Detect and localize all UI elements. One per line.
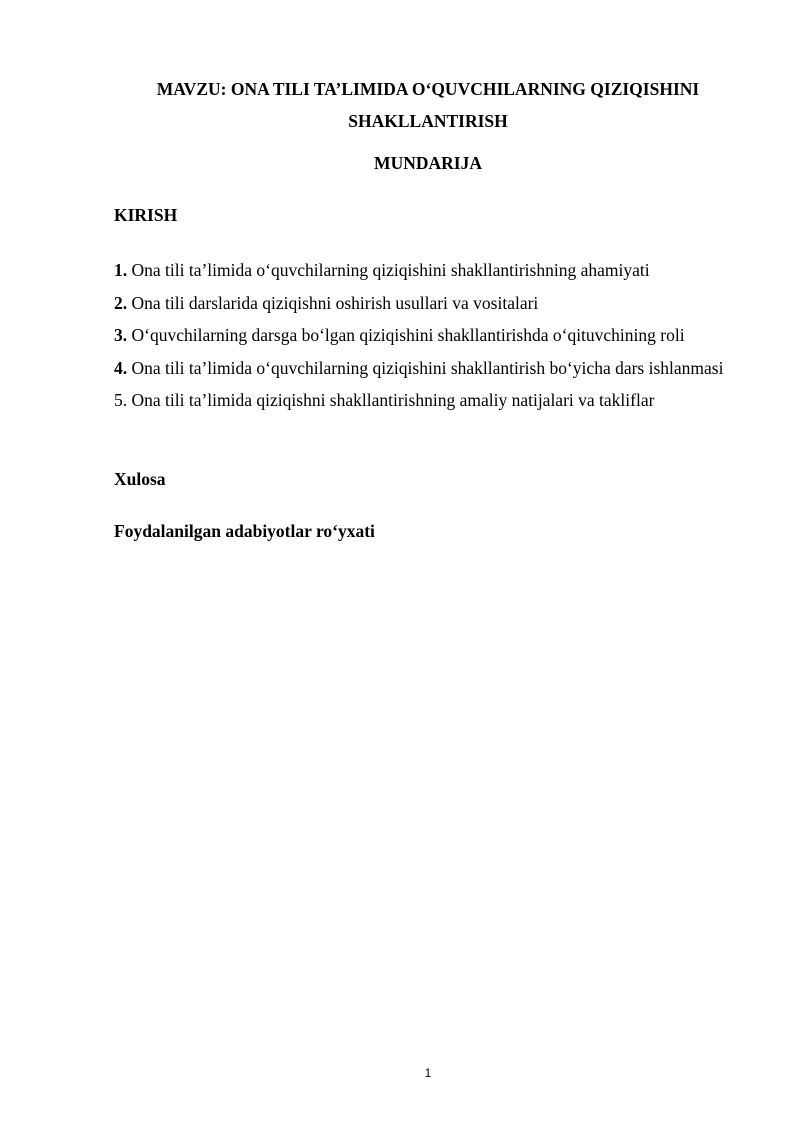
- toc-item-text: O‘quvchilarning darsga bo‘lgan qiziqishini shakllantirishda o‘qituvchining roli: [127, 325, 685, 345]
- toc-item: [114, 319, 734, 352]
- toc-item: [114, 287, 734, 320]
- conclusion-heading: Xulosa: [114, 469, 166, 489]
- table-of-contents: [114, 254, 734, 417]
- toc-item: [114, 384, 734, 417]
- toc-item-number: 3.: [114, 325, 128, 345]
- toc-item-number: 4.: [114, 357, 128, 378]
- toc-item: [114, 352, 734, 385]
- document-title: MAVZU: ONA TILI TA’LIMIDA O‘QUVCHILARNING QIZIQISHINI SHAKLLANTIRISH: [156, 79, 700, 131]
- toc-item-text: Ona tili darslarida qiziqishni oshirish usullari va vositalari: [127, 292, 539, 313]
- toc-item: [114, 254, 734, 287]
- intro-heading: KIRISH: [114, 205, 178, 225]
- toc-item-text: Ona tili ta’limida qiziqishni shakllantirishning amaliy natijalari va takliflar: [127, 390, 655, 410]
- contents-heading: MUNDARIJA: [374, 153, 482, 173]
- references-heading: Foydalanilgan adabiyotlar ro‘yxati: [114, 521, 375, 541]
- toc-item-text: Ona tili ta’limida o‘quvchilarning qiziqishini shakllantirishning ahamiyati: [127, 260, 650, 280]
- toc-item-text: Ona tili ta’limida o‘quvchilarning qiziqishini shakllantirish bo‘yicha dars ishlanmasi: [127, 357, 724, 378]
- toc-item-number: 1.: [114, 260, 128, 280]
- page-number: 1: [424, 1066, 432, 1080]
- toc-item-number: 2.: [114, 292, 128, 313]
- toc-item-number: 5.: [114, 390, 128, 410]
